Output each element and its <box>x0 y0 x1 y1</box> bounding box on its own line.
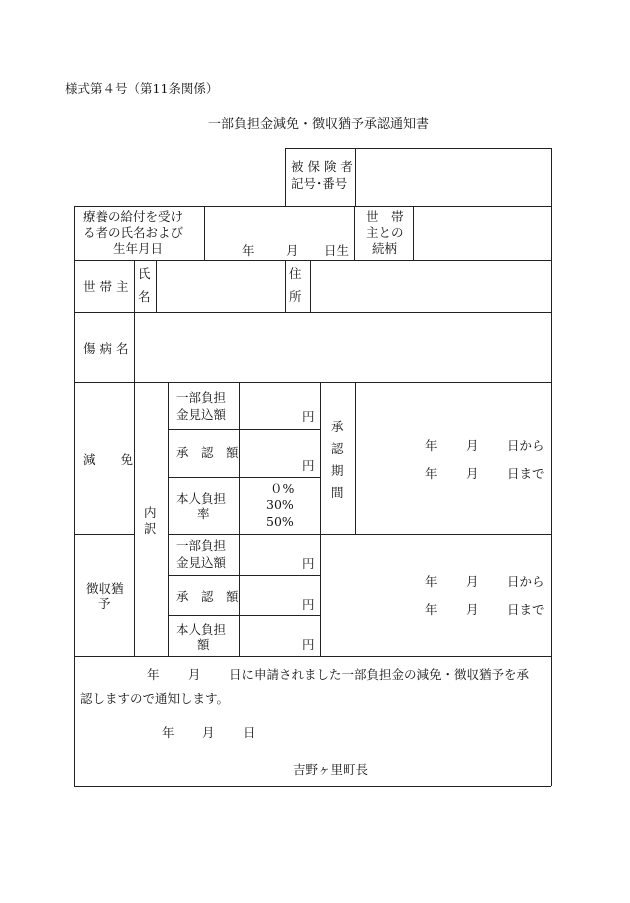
deferral-share-label-1: 本人負担 <box>176 622 227 637</box>
period-label-4: 間 <box>331 485 344 500</box>
notice-date-day: 日 <box>243 725 256 740</box>
insured-number-field[interactable] <box>360 152 546 202</box>
border-line <box>168 575 320 576</box>
dob-month: 月 <box>286 243 299 258</box>
patient-label-line2: る者の氏名および <box>83 225 184 240</box>
patient-label-line3: 生年月日 <box>113 241 164 256</box>
deferral-to-day: 日まで <box>507 602 545 617</box>
form-title: 一部負担金減免・徴収猶予承認通知書 <box>208 117 430 132</box>
rate-option-30[interactable]: 30% <box>266 497 294 512</box>
border-line <box>285 148 551 149</box>
deferral-label-2: 予 <box>98 596 111 611</box>
reduction-to-month: 月 <box>466 466 479 481</box>
relation-label-line3: 続柄 <box>372 241 398 256</box>
period-label-1: 承 <box>331 419 344 434</box>
deferral-from-year: 年 <box>425 574 438 589</box>
period-label-2: 認 <box>331 441 344 456</box>
border-line <box>74 534 134 535</box>
dob-year: 年 <box>242 243 255 258</box>
disease-label: 傷 病 名 <box>83 341 129 356</box>
form-number: 様式第４号（第11条関係） <box>65 81 219 96</box>
patient-label-line1: 療養の給付を受け <box>83 209 184 224</box>
issuer-name: 吉野ヶ里町長 <box>293 762 369 777</box>
border-line <box>285 260 286 312</box>
border-line <box>320 382 321 656</box>
border-line <box>168 429 320 430</box>
insured-label-line1: 被 保 険 者 <box>291 159 353 174</box>
deferral-to-year: 年 <box>425 602 438 617</box>
deferral-from-day: 日から <box>507 574 545 589</box>
border-line <box>168 534 551 535</box>
householder-address-label-2: 所 <box>289 289 302 304</box>
border-line <box>156 260 157 312</box>
border-line <box>168 615 320 616</box>
border-line <box>285 148 286 206</box>
householder-address-field[interactable] <box>314 264 547 308</box>
rate-option-0[interactable]: ０% <box>270 481 295 496</box>
deferral-share-label-2: 額 <box>197 637 210 652</box>
border-line <box>355 148 356 206</box>
reduction-to-day: 日まで <box>507 466 545 481</box>
reduction-to-year: 年 <box>425 466 438 481</box>
period-label-3: 期 <box>331 463 344 478</box>
householder-label: 世 帯 主 <box>83 279 129 294</box>
relation-label-line2: 主との <box>366 225 404 240</box>
householder-name-label-2: 名 <box>138 289 151 304</box>
breakdown-label-2: 訳 <box>144 521 157 536</box>
border-line <box>74 312 551 313</box>
relation-field[interactable] <box>417 210 547 256</box>
deferral-share-yen: 円 <box>302 637 315 652</box>
reduction-from-year: 年 <box>425 438 438 453</box>
deferral-to-month: 月 <box>466 602 479 617</box>
notice-year: 年 <box>147 667 160 682</box>
deferral-estimate-label-2: 金見込額 <box>176 555 227 570</box>
reduction-estimate-yen: 円 <box>302 409 315 424</box>
notice-text-line1: 日に申請されました一部負担金の減免・徴収猶予を承 <box>229 667 530 682</box>
notice-date-year: 年 <box>162 725 175 740</box>
border-line <box>134 312 135 382</box>
reduction-rate-label-2: 率 <box>197 506 210 521</box>
rate-option-50[interactable]: 50% <box>266 514 294 529</box>
border-line <box>551 148 552 786</box>
deferral-from-month: 月 <box>466 574 479 589</box>
reduction-from-month: 月 <box>466 438 479 453</box>
border-line <box>310 260 311 312</box>
relation-label-line1: 世 帯 <box>366 209 404 224</box>
insured-label-line2: 記号･番号 <box>291 176 348 191</box>
border-line <box>134 382 135 656</box>
border-line <box>355 382 356 534</box>
reduction-approved-yen: 円 <box>302 458 315 473</box>
patient-name-field[interactable] <box>208 209 350 239</box>
disease-field[interactable] <box>138 316 547 378</box>
border-line <box>413 206 414 260</box>
border-line <box>74 382 551 383</box>
deferral-estimate-label-1: 一部負担 <box>176 538 227 553</box>
breakdown-label-1: 内 <box>144 505 157 520</box>
border-line <box>354 206 355 260</box>
reduction-label: 減 免 <box>83 452 134 467</box>
deferral-estimate-yen: 円 <box>302 556 315 571</box>
householder-address-label-1: 住 <box>289 266 302 281</box>
border-line <box>74 206 551 207</box>
reduction-estimate-label-2: 金見込額 <box>176 407 227 422</box>
reduction-approved-label: 承 認 額 <box>176 445 239 460</box>
border-line <box>204 206 205 260</box>
border-line <box>168 477 320 478</box>
deferral-approved-yen: 円 <box>302 597 315 612</box>
border-line <box>134 260 135 312</box>
reduction-from-day: 日から <box>507 438 545 453</box>
dob-day: 日生 <box>324 243 350 258</box>
border-line <box>74 786 551 787</box>
deferral-label-1: 徴収猶 <box>86 581 124 596</box>
notice-date-month: 月 <box>202 725 215 740</box>
border-line <box>74 206 75 786</box>
notice-month: 月 <box>188 667 201 682</box>
border-line <box>74 656 551 657</box>
border-line <box>74 260 551 261</box>
notice-text-line2: 認しますので通知します。 <box>80 691 230 706</box>
householder-name-label-1: 氏 <box>138 266 151 281</box>
reduction-estimate-label-1: 一部負担 <box>176 390 227 405</box>
householder-name-field[interactable] <box>160 264 281 308</box>
reduction-rate-label-1: 本人負担 <box>176 491 227 506</box>
deferral-approved-label: 承 認 額 <box>176 589 239 604</box>
